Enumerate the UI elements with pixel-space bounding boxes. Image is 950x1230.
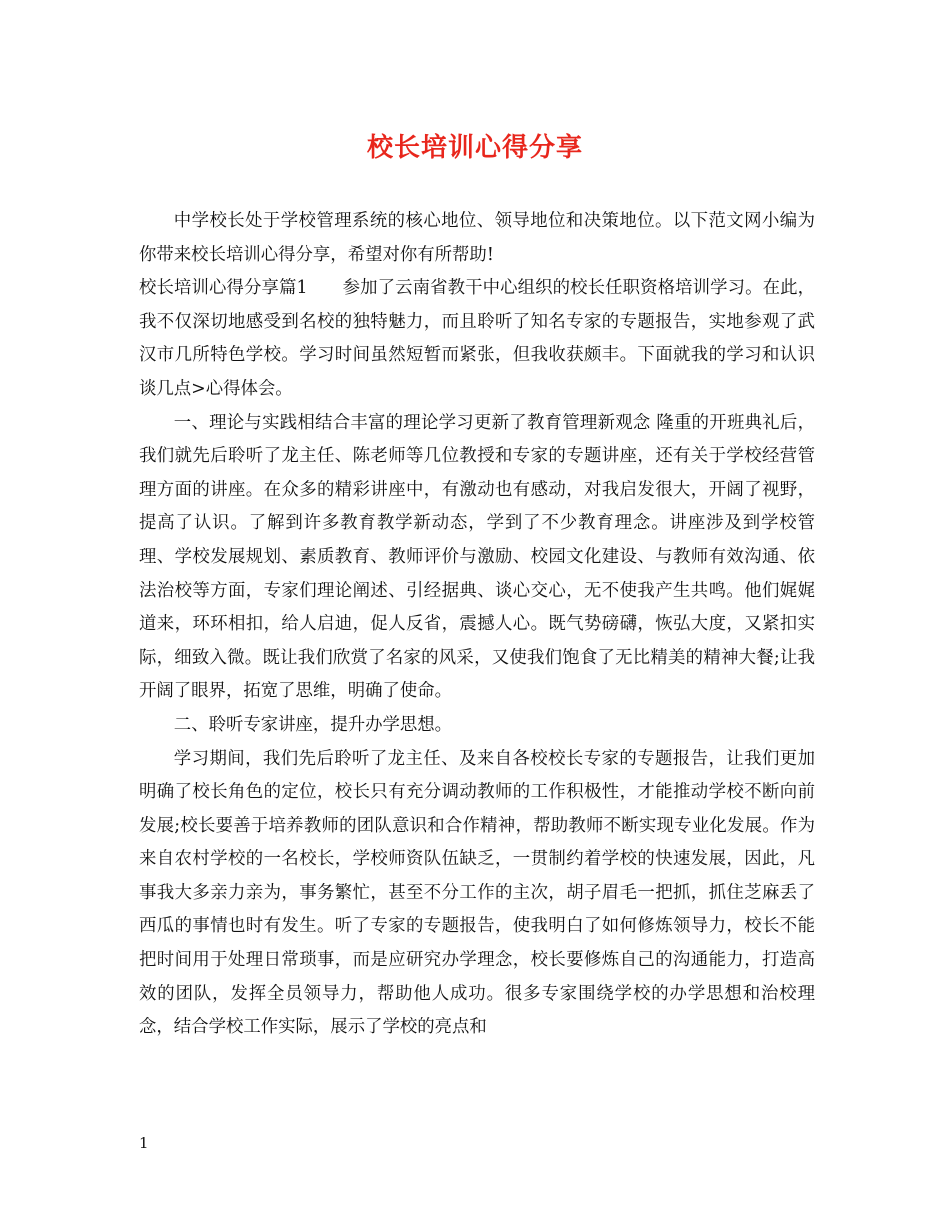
section-heading-2: 二、聆听专家讲座，提升办学思想。 xyxy=(173,714,453,735)
document-body xyxy=(139,205,815,1045)
section-1-paragraph: 校长培训心得分享篇1 参加了云南省教干中心组织的校长任职资格培训学习。在此，我不仅深切地感受到名校的独特魅力，而且聆听了知名专家的专题报告，实地参观了武汉市几所特色学校。学习时间虽然短暂而紧张，但我收获颇丰。下面就我的学习和认识谈几点>心得体会。 xyxy=(139,278,815,399)
page-number: 1 xyxy=(139,1134,149,1152)
document-title: 校长培训心得分享 xyxy=(366,133,583,163)
study-period-paragraph: 学习期间，我们先后聆听了龙主任、及来自各校校长专家的专题报告，让我们更加明确了校长角色的定位，校长只有充分调动教师的工作积极性，才能推动学校不断向前发展;校长要善于培养教师的团队意识和合作精神，帮助教师不断实现专业化发展。作为来自农村学校的一名校长，学校师资队伍缺乏，一贯制约着学校的快速发展，因此，凡事我大多亲力亲为，事务繁忙，甚至不分工作的主次，胡子眉毛一把抓，抓住芝麻丢了西瓜的事情也时有发生。听了专家的专题报告，使我明白了如何修炼领导力，校长不能把时间用于处理日常琐事，而是应研究办学理念，校长要修炼自己的沟通能力，打造高效的团队，发挥全员领导力，帮助他人成功。很多专家围绕学校的办学思想和治校理念，结合学校工作实际，展示了学校的亮点和 xyxy=(139,748,815,1038)
intro-paragraph: 中学校长处于学校管理系统的核心地位、领导地位和决策地位。以下范文网小编为你带来校长培训心得分享，希望对你有所帮助! xyxy=(139,211,815,265)
theory-practice-paragraph: 一、理论与实践相结合丰富的理论学习更新了教育管理新观念 隆重的开班典礼后，我们就先后聆听了龙主任、陈老师等几位教授和专家的专题讲座，还有关于学校经营管理方面的讲座。在众多的精彩讲座中，有激动也有感动，对我启发很大，开阔了视野，提高了认识。了解到许多教育教学新动态，学到了不少教育理念。讲座涉及到学校管理、学校发展规划、素质教育、教师评价与激励、校园文化建设、与教师有效沟通、依法治校等方面，专家们理论阐述、引经据典、谈心交心，无不使我产生共鸣。他们娓娓道来，环环相扣，给人启迪，促人反省，震撼人心。既气势磅礴，恢弘大度，又紧扣实际，细致入微。既让我们欣赏了名家的风采，又使我们饱食了无比精美的精神大餐;让我开阔了眼界，拓宽了思维，明确了使命。 xyxy=(139,412,815,702)
